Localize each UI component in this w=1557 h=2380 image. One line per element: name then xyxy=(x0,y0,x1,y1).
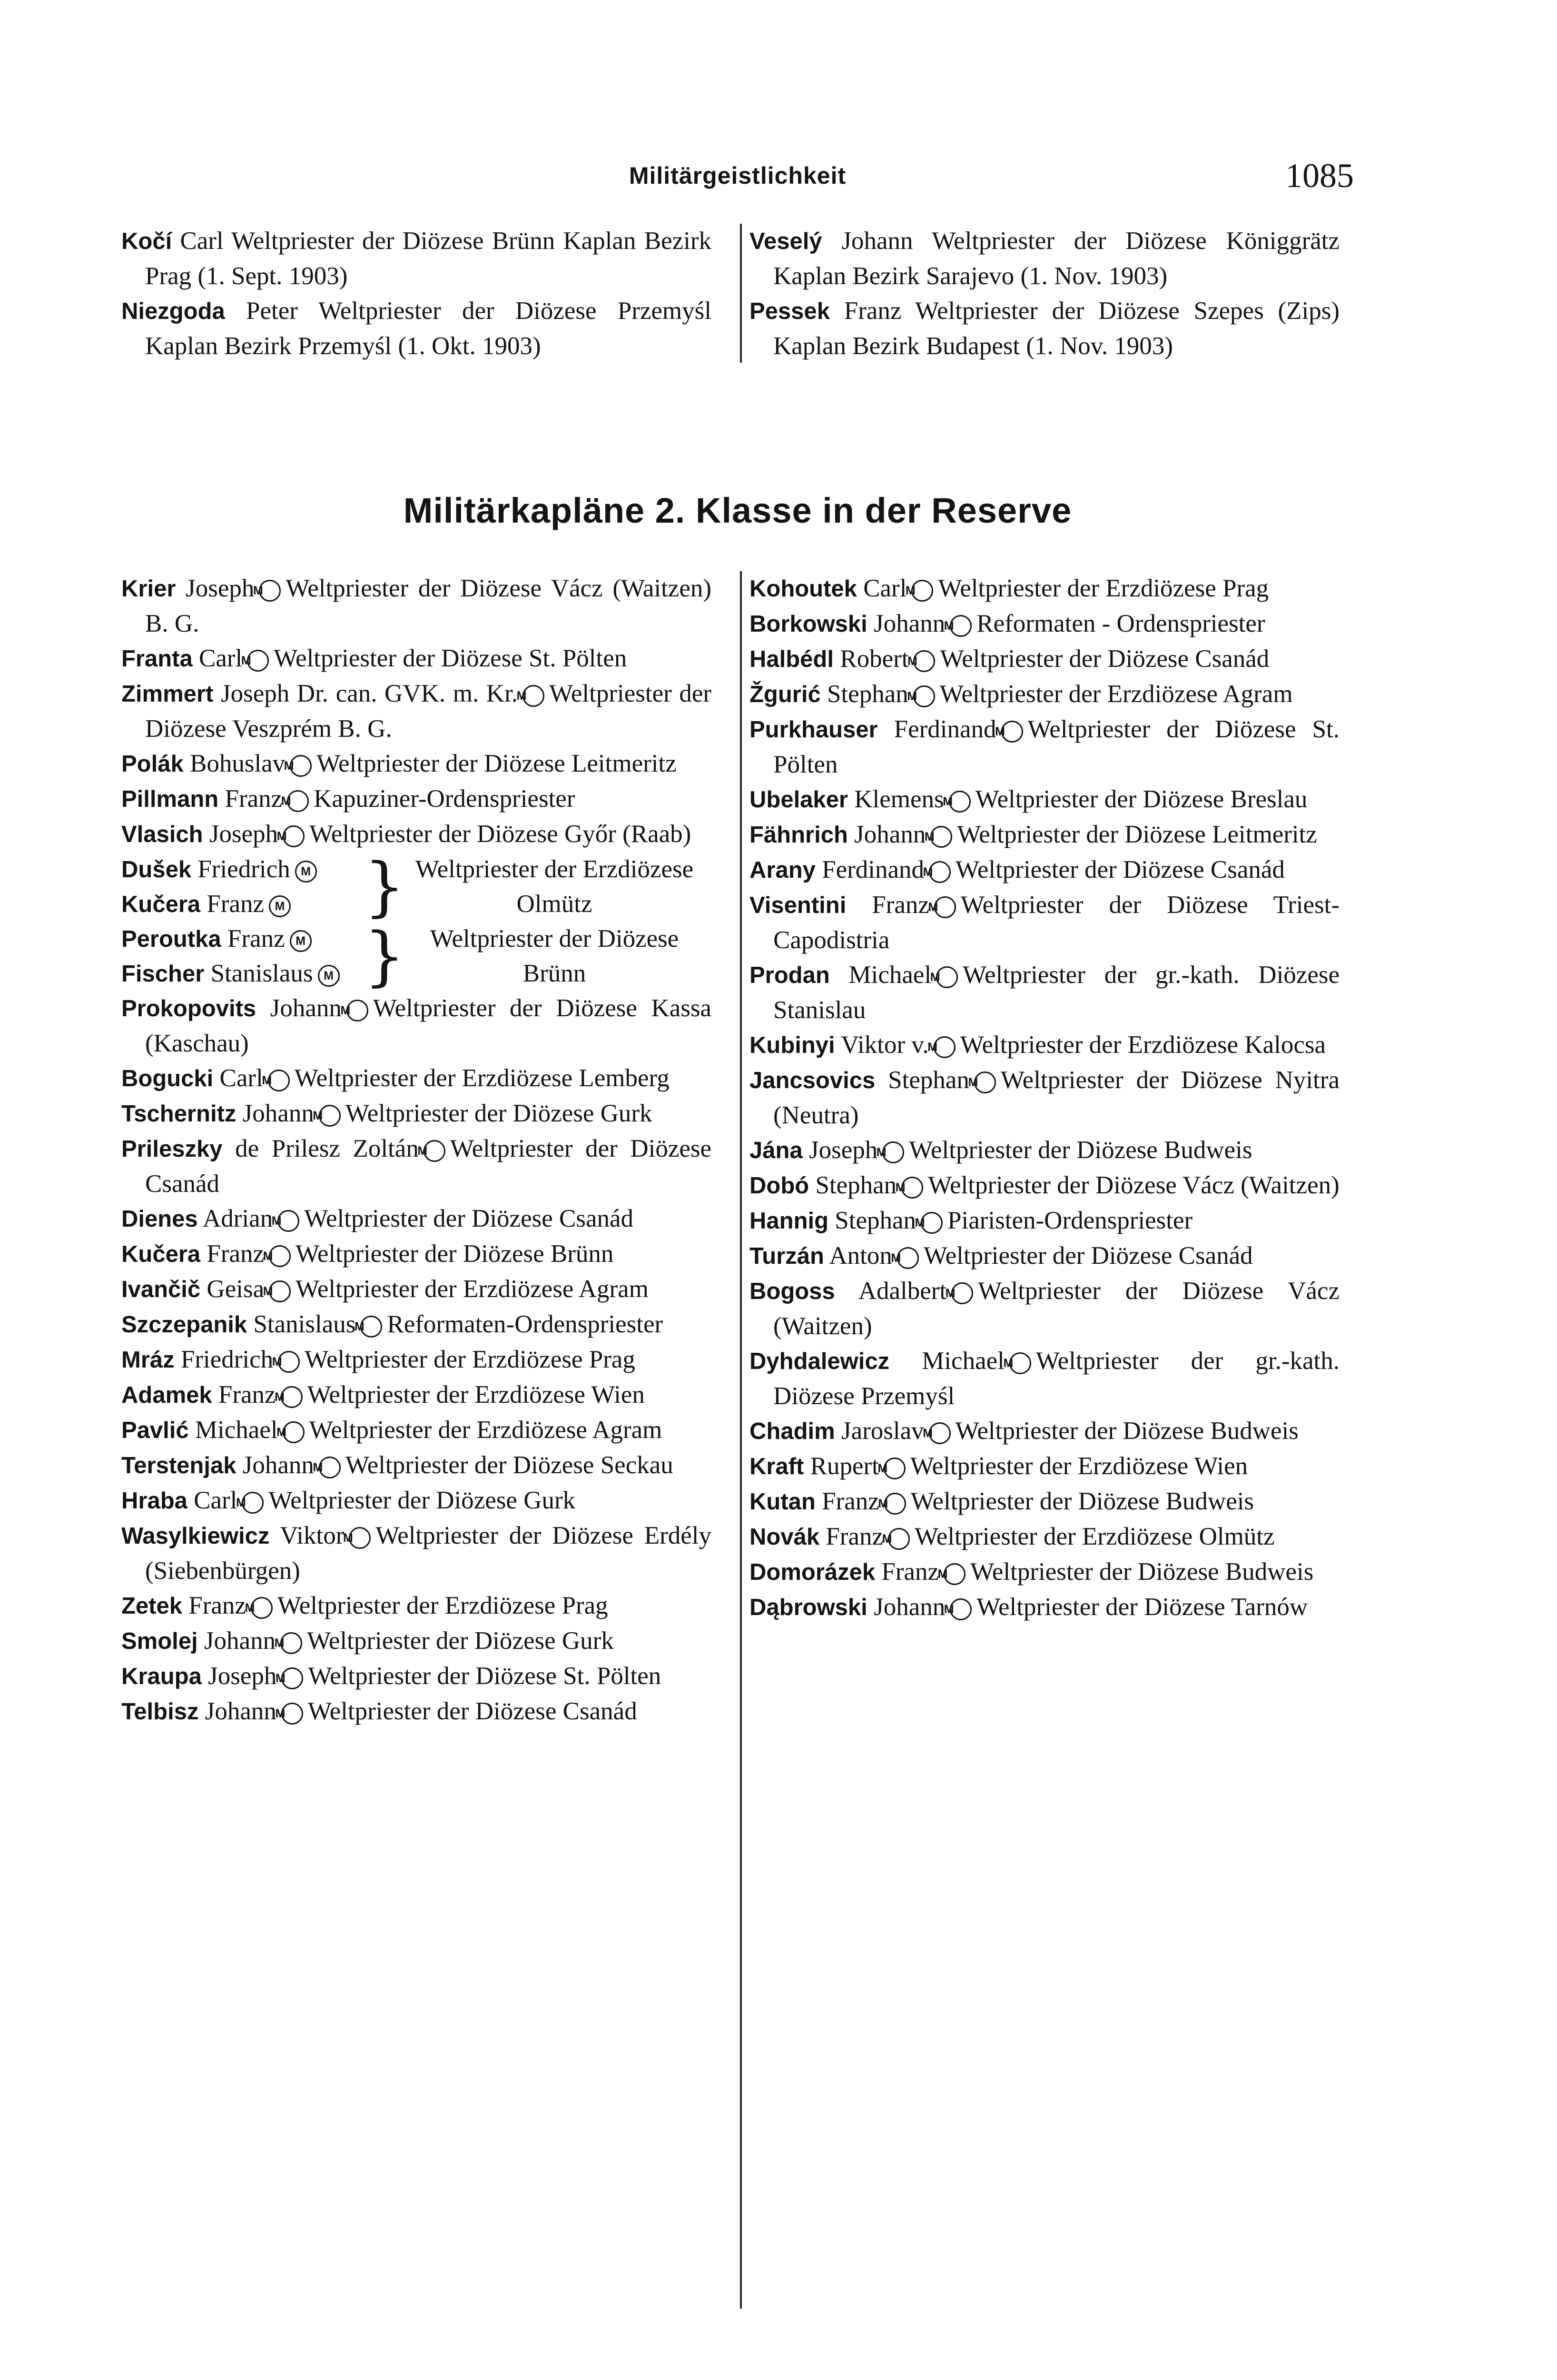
given-name: Michael xyxy=(922,1347,1005,1375)
list-item xyxy=(121,1588,711,1624)
surname: Kočí xyxy=(121,228,172,254)
surname: Fischer xyxy=(121,961,205,987)
given-name: Carl xyxy=(863,575,907,602)
surname: Bogucki xyxy=(121,1066,214,1091)
m-circle-icon: M xyxy=(913,650,935,672)
surname: Dienes xyxy=(121,1206,198,1232)
list-item xyxy=(121,746,711,782)
m-circle-icon: M xyxy=(951,1282,973,1304)
m-circle-icon: M xyxy=(921,1212,943,1234)
given-name: Jaroslav xyxy=(841,1417,924,1445)
m-circle-icon: M xyxy=(884,1493,906,1515)
m-circle-icon: M xyxy=(242,1492,264,1514)
running-head xyxy=(121,157,1354,205)
m-circle-icon: M xyxy=(247,650,269,672)
m-circle-icon: M xyxy=(277,1210,299,1232)
given-name: Stephan xyxy=(888,1066,969,1094)
surname: Kučera xyxy=(121,1241,201,1267)
entry-description: Weltpriester der gr.-kath. Diözese Przemyśl xyxy=(773,1347,1340,1410)
list-item xyxy=(749,677,1340,712)
entry-description: Weltpriester der Diözese Csanád xyxy=(145,1135,712,1198)
entry-description: Kapuziner-Ordenspriester xyxy=(314,785,575,813)
list-item xyxy=(121,1131,711,1201)
surname: Kubinyi xyxy=(749,1032,835,1058)
given-name: Ferdinand xyxy=(894,715,996,743)
entry-description: Weltpriester der Diözese Brünn xyxy=(296,1240,614,1268)
entry-description: Weltpriester der Diözese Kassa (Kaschau) xyxy=(145,994,711,1057)
given-name: Michael xyxy=(848,961,932,989)
entry-description: Weltpriester der Diözese Nyitra (Neutra) xyxy=(773,1066,1340,1129)
m-circle-icon: M xyxy=(522,685,544,707)
surname: Halbédl xyxy=(749,646,834,672)
list-item xyxy=(121,817,711,852)
list-item xyxy=(121,294,711,364)
surname: Zetek xyxy=(121,1593,183,1619)
m-circle-icon: M xyxy=(929,861,951,883)
given-name: Stephan xyxy=(815,1171,897,1199)
list-item xyxy=(749,224,1340,294)
entry-text: Peter Weltpriester der Diözese Przemyśl Kaplan Bezirk Przemyśl (1. Okt. 1903) xyxy=(145,297,711,360)
m-circle-icon: M xyxy=(949,791,971,813)
m-circle-icon: M xyxy=(950,615,972,637)
list-item xyxy=(121,1342,711,1378)
m-circle-icon: M xyxy=(259,580,281,602)
surname: Chadim xyxy=(749,1418,835,1444)
given-name: Joseph xyxy=(209,820,278,848)
entry-description: Weltpriester der gr.-kath. Diözese Stanislau xyxy=(773,961,1340,1024)
surname: Szczepanik xyxy=(121,1312,247,1338)
m-circle-icon: M xyxy=(934,896,956,918)
top-left-column xyxy=(121,224,711,364)
brace-icon: } xyxy=(364,919,405,993)
entry-description: Weltpriester der Erzdiözese Agram xyxy=(939,680,1293,708)
entry-description: Reformaten - Ordenspriester xyxy=(976,610,1265,637)
m-circle-icon: M xyxy=(349,1527,371,1549)
entry-description: Weltpriester der Diözese Gurk xyxy=(307,1627,614,1655)
m-circle-icon: M xyxy=(295,861,317,883)
surname: Hannig xyxy=(749,1208,829,1234)
entry-description: Weltpriester der Erzdiözese Prag xyxy=(277,1592,608,1619)
given-name: Joseph xyxy=(186,575,255,602)
list-item xyxy=(749,1133,1340,1168)
list-item xyxy=(749,853,1340,888)
surname: Kohoutek xyxy=(749,576,857,602)
m-circle-icon: M xyxy=(251,1597,273,1619)
list-item xyxy=(749,1203,1340,1239)
surname: Novák xyxy=(749,1524,820,1550)
m-circle-icon: M xyxy=(281,1667,303,1689)
list-item xyxy=(749,1063,1340,1133)
given-name: Johann xyxy=(242,1451,314,1479)
group-line xyxy=(121,956,345,992)
list-item xyxy=(749,1555,1340,1590)
given-name: Stanislaus xyxy=(253,1310,356,1338)
list-item xyxy=(749,958,1340,1028)
list-item xyxy=(121,1201,711,1237)
surname: Bogoss xyxy=(749,1279,835,1304)
list-item xyxy=(749,294,1340,364)
given-name: Stanislaus xyxy=(210,960,313,987)
m-circle-icon: M xyxy=(424,1140,445,1162)
list-item xyxy=(121,782,711,817)
list-item xyxy=(121,1096,711,1131)
surname: Krier xyxy=(121,576,176,602)
surname: Terstenjak xyxy=(121,1453,237,1478)
m-circle-icon: M xyxy=(911,580,933,602)
surname: Turzán xyxy=(749,1243,824,1269)
m-circle-icon: M xyxy=(319,1105,341,1127)
given-name: Franz xyxy=(218,1381,276,1408)
list-item xyxy=(121,1624,711,1659)
m-circle-icon: M xyxy=(319,1457,341,1478)
list-item xyxy=(749,817,1340,853)
given-name: Franz xyxy=(881,1558,939,1586)
given-name: Joseph xyxy=(808,1136,878,1164)
list-item xyxy=(121,1518,711,1588)
list-item xyxy=(121,1378,711,1413)
surname: Dušek xyxy=(121,857,192,883)
given-name: Joseph Dr. can. GVK. m. Kr. xyxy=(220,680,518,707)
surname: Visentini xyxy=(749,892,847,918)
entry-description: Weltpriester der Diözese Budweis xyxy=(955,1417,1299,1445)
entry-description: Weltpriester der Diözese Erdély (Siebenbürgen) xyxy=(145,1522,711,1585)
entry-description: Weltpriester der Diözese Leitmeritz xyxy=(957,821,1317,848)
top-block xyxy=(121,224,1354,505)
running-title: Militärgeistlichkeit xyxy=(629,162,847,189)
given-name: de Prilesz Zoltán xyxy=(235,1135,419,1162)
given-name: Ferdinand xyxy=(822,856,925,883)
surname: Pessek xyxy=(749,298,830,324)
given-name: Johann xyxy=(874,610,946,637)
m-circle-icon: M xyxy=(290,755,312,777)
m-circle-icon: M xyxy=(281,1703,303,1725)
m-circle-icon: M xyxy=(278,1351,300,1373)
given-name: Robert xyxy=(840,645,909,673)
m-circle-icon: M xyxy=(950,1598,972,1620)
given-name: Anton xyxy=(829,1242,892,1269)
list-item xyxy=(121,1448,711,1483)
surname: Veselý xyxy=(749,228,822,254)
list-item xyxy=(121,641,711,676)
entry-description: Weltpriester der Erzdiözese Wien xyxy=(910,1452,1248,1480)
given-name: Friedrich xyxy=(197,855,290,883)
group-line xyxy=(121,852,322,887)
given-name: Franz xyxy=(826,1523,884,1550)
entry-description: Weltpriester der Erzdiözese Agram xyxy=(296,1275,649,1303)
entry-description: Weltpriester der Diözese Veszprém B. G. xyxy=(145,680,712,743)
column-divider xyxy=(740,224,742,363)
given-name: Geisa xyxy=(207,1275,265,1303)
given-name: Bohuslav xyxy=(189,750,286,777)
entry-description: Weltpriester der Diözese Csanád xyxy=(940,645,1270,673)
surname: Zimmert xyxy=(121,681,214,707)
surname: Purkhauser xyxy=(749,717,878,743)
entry-text: Carl Weltpriester der Diözese Brünn Kaplan Bezirk Prag (1. Sept. 1903) xyxy=(145,227,711,290)
surname: Hraba xyxy=(121,1488,187,1514)
section-title: Militärkapläne 2. Klasse in der Reserve xyxy=(403,491,1072,530)
entry-description: Weltpriester der Diözese Brünn xyxy=(430,925,679,987)
given-name: Viktor v. xyxy=(840,1031,929,1059)
braced-group xyxy=(121,849,711,924)
surname: Vlasich xyxy=(121,822,203,847)
given-name: Friedrich xyxy=(180,1346,274,1373)
list-item xyxy=(749,1028,1340,1063)
given-name: Johann xyxy=(204,1627,276,1655)
list-item xyxy=(749,1449,1340,1484)
m-circle-icon: M xyxy=(269,895,291,917)
given-name: Stephan xyxy=(835,1207,916,1234)
list-item xyxy=(749,1168,1340,1203)
entry-description: Weltpriester der Diözese St. Pölten xyxy=(308,1662,661,1690)
given-name: Franz xyxy=(207,890,265,918)
surname: Kraupa xyxy=(121,1664,202,1689)
entry-description: Weltpriester der Erzdiözese Olmütz xyxy=(915,1523,1275,1550)
given-name: Franz xyxy=(872,891,929,919)
surname: Prileszky xyxy=(121,1136,223,1162)
surname: Dyhdalewicz xyxy=(749,1349,890,1374)
m-circle-icon: M xyxy=(280,1632,302,1654)
surname: Smolej xyxy=(121,1628,198,1654)
list-item xyxy=(121,1694,711,1729)
m-circle-icon: M xyxy=(360,1316,382,1338)
entry-description: Weltpriester der Diözese Gurk xyxy=(345,1100,652,1127)
entry-text: Johann Weltpriester der Diözese Königgrätz Kaplan Bezirk Sarajevo (1. Nov. 1903) xyxy=(773,227,1340,290)
list-item xyxy=(749,1484,1340,1519)
surname: Prodan xyxy=(749,962,830,988)
list-item xyxy=(749,642,1340,677)
surname: Prokopovits xyxy=(121,996,256,1021)
m-circle-icon: M xyxy=(913,685,935,707)
list-item xyxy=(121,991,711,1061)
m-circle-icon: M xyxy=(934,1036,956,1058)
given-name: Franz xyxy=(188,1592,246,1619)
entry-description: Weltpriester der Diözese Vácz (Waitzen) xyxy=(928,1171,1340,1199)
given-name: Johann xyxy=(874,1593,946,1621)
entry-description: Weltpriester der Diözese Tarnów xyxy=(976,1593,1308,1621)
surname: Domorázek xyxy=(749,1559,876,1585)
entry-description: Weltpriester der Erzdiözese Lemberg xyxy=(294,1064,670,1092)
surname: Dobó xyxy=(749,1173,809,1199)
entry-description: Weltpriester der Erzdiözese Olmütz xyxy=(415,855,694,918)
given-name: Franz xyxy=(227,925,285,952)
given-name: Joseph xyxy=(208,1662,277,1690)
entry-description: Weltpriester der Diözese Vácz (Waitzen) xyxy=(773,1277,1340,1340)
given-name: Adalbert xyxy=(858,1277,947,1305)
entry-description: Weltpriester der Diözese Budweis xyxy=(910,1488,1254,1515)
surname: Fähnrich xyxy=(749,822,848,848)
list-item xyxy=(749,1590,1340,1625)
m-circle-icon: M xyxy=(884,1458,906,1479)
m-circle-icon: M xyxy=(901,1177,923,1199)
list-item xyxy=(749,1414,1340,1449)
surname: Adamek xyxy=(121,1382,212,1408)
m-circle-icon: M xyxy=(281,1386,303,1408)
surname: Mráz xyxy=(121,1347,175,1373)
entry-description: Weltpriester der Diözese Csanád xyxy=(307,1697,637,1725)
list-item xyxy=(749,571,1340,606)
given-name: Viktor xyxy=(280,1522,345,1549)
list-item xyxy=(121,571,711,641)
surname: Polák xyxy=(121,751,184,777)
surname: Ubelaker xyxy=(749,787,848,813)
list-item xyxy=(121,1483,711,1518)
main-block xyxy=(121,571,1354,2361)
m-circle-icon: M xyxy=(269,1245,291,1267)
m-circle-icon: M xyxy=(897,1247,919,1269)
m-circle-icon: M xyxy=(268,1070,290,1091)
entry-description: Weltpriester der Diözese Vácz (Waitzen) B. G. xyxy=(145,575,711,637)
given-name: Adrian xyxy=(203,1205,273,1232)
list-item xyxy=(749,782,1340,817)
given-name: Johann xyxy=(205,1697,276,1725)
m-circle-icon: M xyxy=(944,1563,966,1585)
m-circle-icon: M xyxy=(287,790,309,812)
given-name: Johann xyxy=(854,821,926,848)
given-name: Franz xyxy=(207,1240,265,1268)
surname: Pillmann xyxy=(121,786,219,812)
surname: Žgurić xyxy=(749,682,821,707)
given-name: Stephan xyxy=(827,680,908,708)
surname: Kutan xyxy=(749,1489,816,1515)
list-item xyxy=(749,1344,1340,1414)
list-item xyxy=(121,1659,711,1694)
surname: Dąbrowski xyxy=(749,1595,867,1620)
m-circle-icon: M xyxy=(269,1280,291,1302)
list-item xyxy=(749,1239,1340,1274)
left-column xyxy=(121,571,711,1729)
given-name: Franz xyxy=(225,785,283,813)
list-item xyxy=(749,606,1340,642)
entry-description: Weltpriester der Diözese Csanád xyxy=(956,856,1285,883)
m-circle-icon: M xyxy=(930,826,952,848)
list-item xyxy=(121,1272,711,1307)
list-item xyxy=(749,888,1340,958)
m-circle-icon: M xyxy=(929,1422,951,1444)
m-circle-icon: M xyxy=(290,930,312,952)
entry-description: Weltpriester der Diözese Seckau xyxy=(345,1451,673,1479)
surname: Pavlić xyxy=(121,1418,189,1443)
given-name: Carl xyxy=(194,1487,237,1514)
list-item xyxy=(749,1274,1340,1344)
surname: Wasylkiewicz xyxy=(121,1523,270,1549)
given-name: Johann xyxy=(242,1100,314,1127)
surname: Jána xyxy=(749,1138,803,1163)
list-item xyxy=(749,1519,1340,1555)
entry-description: Weltpriester der Diözese Gurk xyxy=(268,1487,576,1514)
m-circle-icon: M xyxy=(936,966,958,988)
entry-description: Weltpriester der Erzdiözese Kalocsa xyxy=(960,1031,1326,1059)
entry-description: Weltpriester der Diözese Győr (Raab) xyxy=(309,820,691,848)
surname: Franta xyxy=(121,646,193,672)
surname: Jancsovics xyxy=(749,1068,876,1093)
m-circle-icon: M xyxy=(1009,1352,1031,1374)
braced-group xyxy=(121,919,711,993)
right-column xyxy=(749,571,1340,1625)
brace-icon: } xyxy=(364,849,405,924)
given-name: Klemens xyxy=(854,785,944,813)
given-name: Rupert xyxy=(810,1452,879,1480)
entry-description: Weltpriester der Diözese St. Pölten xyxy=(274,645,627,672)
given-name: Johann xyxy=(270,994,342,1022)
given-name: Carl xyxy=(199,645,243,672)
surname: Tschernitz xyxy=(121,1101,237,1127)
m-circle-icon: M xyxy=(318,965,340,987)
m-circle-icon: M xyxy=(283,825,305,847)
entry-text: Franz Weltpriester der Diözese Szepes (Zips) Kaplan Bezirk Budapest (1. Nov. 1903) xyxy=(773,297,1340,360)
list-item xyxy=(121,1061,711,1096)
entry-description: Weltpriester der Diözese Csanád xyxy=(923,1242,1253,1269)
top-right-column xyxy=(749,224,1340,364)
m-circle-icon: M xyxy=(1001,721,1023,743)
entry-description: Piaristen-Ordenspriester xyxy=(947,1207,1193,1234)
surname: Niezgoda xyxy=(121,298,225,324)
m-circle-icon: M xyxy=(974,1071,996,1093)
m-circle-icon: M xyxy=(882,1141,904,1163)
entry-description: Weltpriester der Diözese St. Pölten xyxy=(773,715,1340,778)
list-item xyxy=(121,676,711,746)
m-circle-icon: M xyxy=(283,1421,305,1443)
list-item xyxy=(121,1413,711,1448)
entry-description: Weltpriester der Erzdiözese Wien xyxy=(307,1381,645,1408)
column-divider xyxy=(740,571,742,2309)
entry-description: Weltpriester der Erzdiözese Agram xyxy=(309,1416,662,1444)
entry-description: Weltpriester der Diözese Budweis xyxy=(970,1558,1314,1586)
list-item xyxy=(121,1307,711,1342)
surname: Borkowski xyxy=(749,611,867,637)
m-circle-icon: M xyxy=(346,1000,368,1021)
list-item xyxy=(121,224,711,294)
entry-description: Weltpriester der Diözese Breslau xyxy=(975,785,1308,813)
entry-description: Weltpriester der Diözese Leitmeritz xyxy=(316,750,677,777)
entry-description: Weltpriester der Diözese Triest-Capodistria xyxy=(773,891,1340,954)
entry-description: Weltpriester der Erzdiözese Prag xyxy=(938,575,1269,602)
list-item xyxy=(121,1237,711,1272)
surname: Kučera xyxy=(121,892,201,917)
surname: Arany xyxy=(749,857,816,883)
entry-description: Reformaten-Ordenspriester xyxy=(387,1310,663,1338)
surname: Telbisz xyxy=(121,1699,199,1725)
surname: Peroutka xyxy=(121,926,221,952)
given-name: Carl xyxy=(219,1064,263,1092)
entry-description: Weltpriester der Diözese Csanád xyxy=(304,1205,634,1232)
given-name: Franz xyxy=(822,1488,879,1515)
list-item xyxy=(749,712,1340,782)
entry-description: Weltpriester der Erzdiözese Prag xyxy=(305,1346,635,1373)
entry-description: Weltpriester der Diözese Budweis xyxy=(909,1136,1252,1164)
group-line xyxy=(121,922,316,957)
given-name: Michael xyxy=(195,1416,278,1444)
surname: Ivančič xyxy=(121,1277,201,1302)
surname: Kraft xyxy=(749,1454,804,1479)
group-line xyxy=(121,887,296,922)
m-circle-icon: M xyxy=(888,1528,910,1550)
page-number: 1085 xyxy=(1285,157,1354,195)
